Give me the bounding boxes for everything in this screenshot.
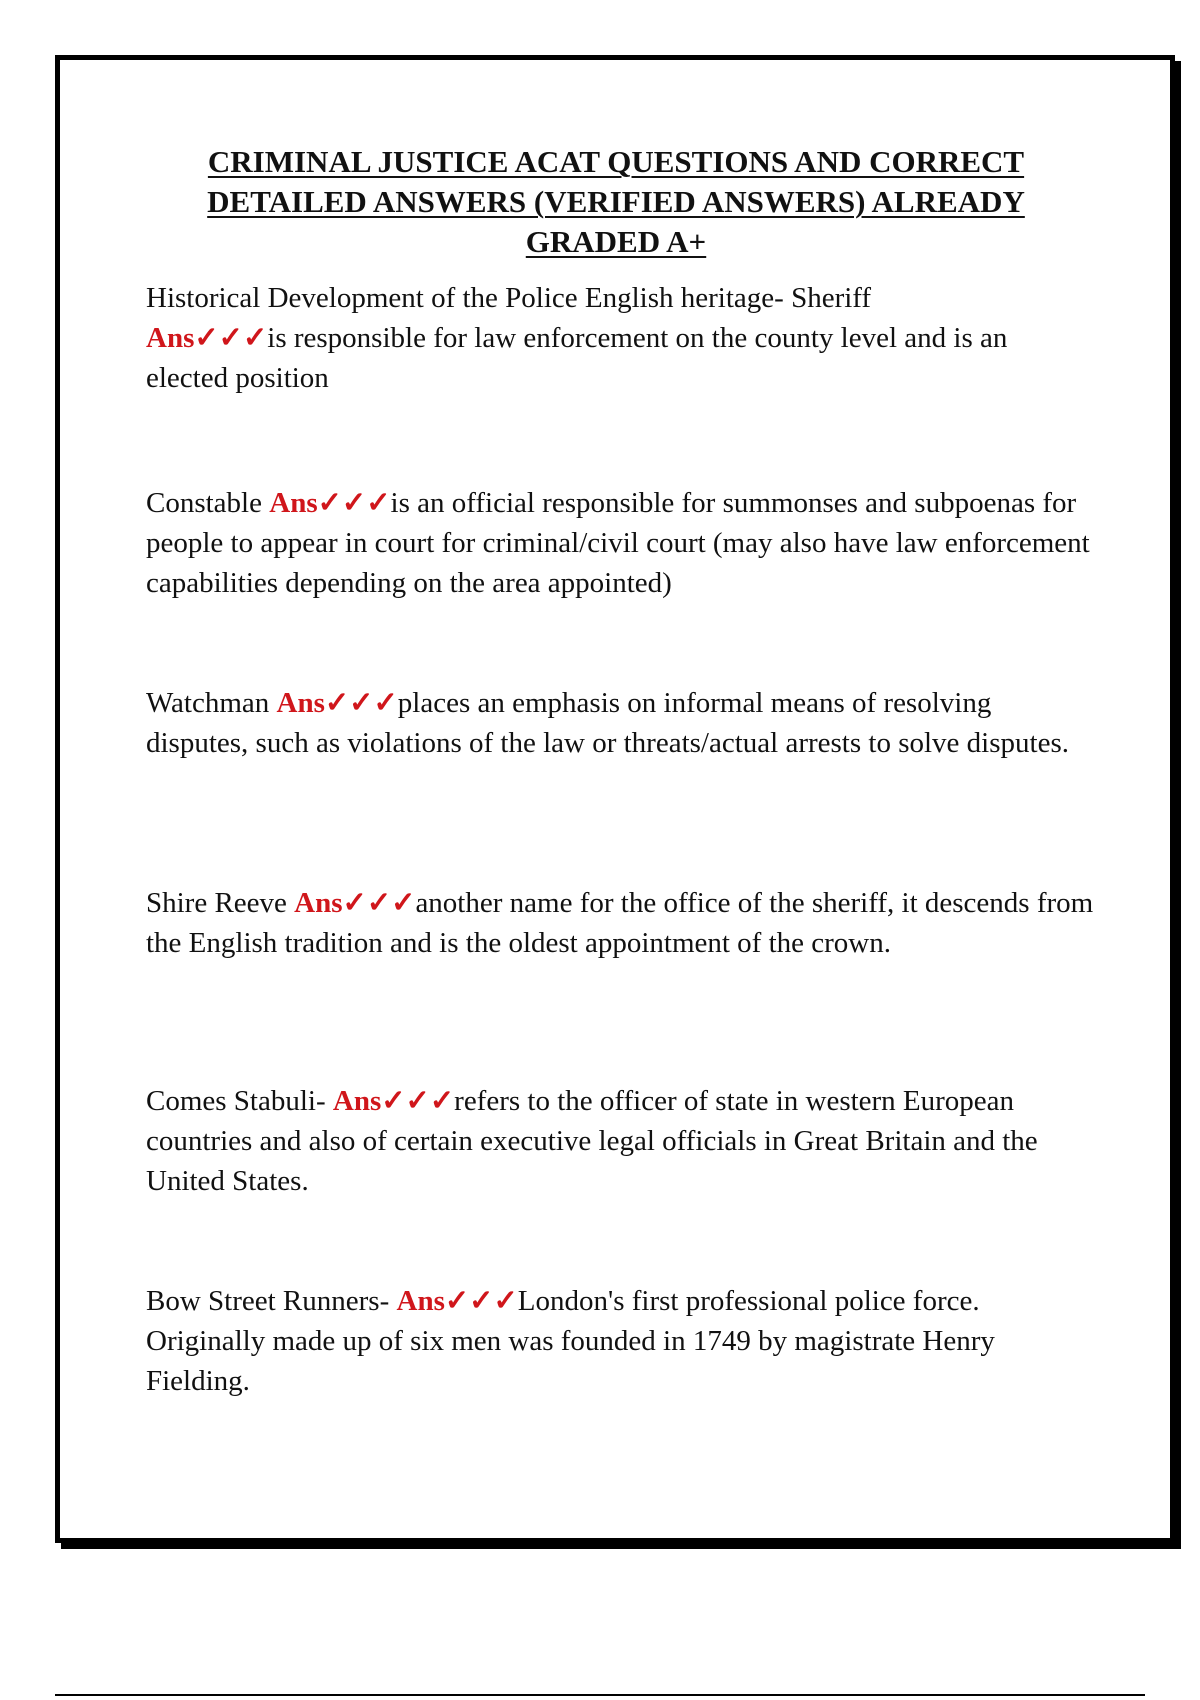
answer-marker: Ans✓✓✓: [332, 1085, 455, 1117]
answer-text: refers to the officer of state in western European countries and also of certain executive legal officials in Great Britain and the United States.: [146, 1085, 1038, 1197]
qa-item: [146, 883, 1096, 963]
answer-text: another name for the office of the sheriff, it descends from the English tradition and is the oldest appointment of the crown.: [146, 887, 1094, 959]
question-text: Bow Street Runners-: [146, 1285, 390, 1317]
document-title: CRIMINAL JUSTICE ACAT QUESTIONS AND CORRECT DETAILED ANSWERS (VERIFIED ANSWERS) ALREADY GRADED A+: [207, 144, 1025, 259]
answer-marker: Ans✓✓✓: [396, 1285, 518, 1317]
qa-item: [146, 683, 1096, 763]
answer-text: places an emphasis on informal means of resolving disputes, such as violations of the law or threats/actual arrests to solve disputes.: [146, 687, 1069, 759]
qa-item: [146, 1081, 1096, 1201]
answer-text: is an official responsible for summonses and subpoenas for people to appear in court for criminal/civil court (may also have law enforcement capabilities depending on the area appointed): [146, 487, 1090, 599]
answer-text: is responsible for law enforcement on the county level and is an elected position: [146, 322, 1008, 394]
question-text: Watchman: [146, 687, 270, 719]
question-text: Constable: [146, 487, 262, 519]
qa-item: [146, 1281, 1096, 1401]
question-text: Comes Stabuli-: [146, 1085, 326, 1117]
answer-marker: Ans✓✓✓: [276, 687, 398, 719]
qa-item: [146, 483, 1096, 603]
footer-rule: [55, 1694, 1145, 1696]
answer-marker: Ans✓✓✓: [269, 487, 391, 519]
answer-marker: Ans✓✓✓: [294, 887, 416, 919]
qa-item: [146, 278, 1096, 398]
answer-text: London's first professional police force. Originally made up of six men was founded in 1749 by magistrate Henry Fielding.: [146, 1285, 995, 1397]
question-text: Historical Development of the Police English heritage- Sheriff: [146, 282, 872, 314]
question-text: Shire Reeve: [146, 887, 287, 919]
answer-marker: Ans✓✓✓: [146, 322, 268, 354]
